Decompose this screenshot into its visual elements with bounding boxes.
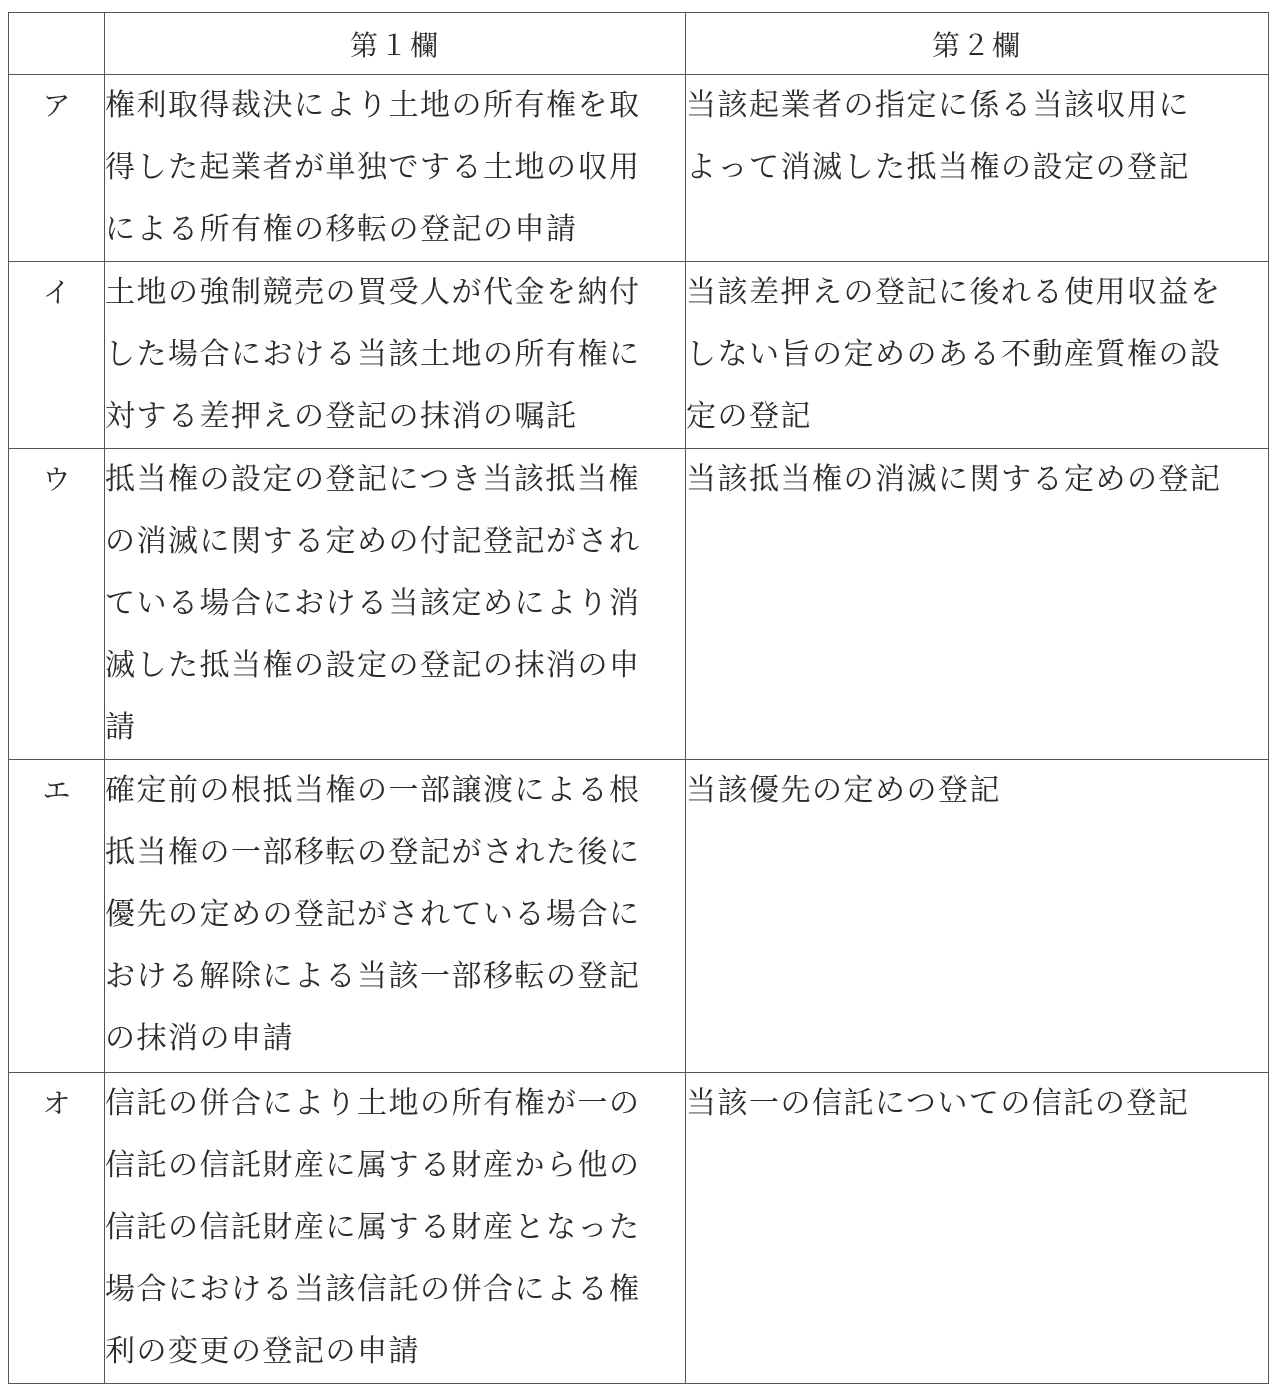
text-line: 抵当権の一部移転の登記がされた後に	[105, 835, 641, 870]
text-line: 当該差押えの登記に後れる使用収益を	[686, 275, 1222, 310]
text-line: 請	[105, 710, 137, 745]
text-line: 抵当権の設定の登記につき当該抵当権	[105, 462, 640, 497]
text-line: 確定前の根抵当権の一部譲渡による根	[105, 773, 641, 808]
text-line: しない旨の定めのある不動産質権の設	[686, 337, 1222, 372]
table-row	[9, 262, 1269, 449]
text-line: した場合における当該土地の所有権に	[105, 337, 641, 372]
text-line: ている場合における当該定めにより消	[105, 586, 641, 621]
column-1-cell	[105, 1073, 686, 1384]
text-line: 当該一の信託についての信託の登記	[686, 1086, 1190, 1121]
header-label-cell	[9, 13, 105, 75]
text-line: による所有権の移転の登記の申請	[105, 212, 578, 247]
row-label: ア	[9, 75, 105, 262]
column-2-cell	[686, 760, 1269, 1073]
text-line: 当該起業者の指定に係る当該収用に	[686, 88, 1190, 123]
row-label: イ	[9, 262, 105, 449]
column-2-cell	[686, 75, 1269, 262]
text-line: 信託の信託財産に属する財産から他の	[105, 1148, 641, 1183]
text-line: の消滅に関する定めの付記登記がされ	[105, 524, 641, 559]
table-row	[9, 449, 1269, 760]
row-label: オ	[9, 1073, 105, 1384]
text-line: 滅した抵当権の設定の登記の抹消の申	[105, 648, 641, 683]
text-line: 得した起業者が単独でする土地の収用	[105, 150, 641, 185]
column-2-cell	[686, 1073, 1269, 1384]
row-label: エ	[9, 760, 105, 1073]
text-line: 当該優先の定めの登記	[686, 773, 1001, 808]
header-column-2: 第２欄	[686, 13, 1269, 75]
text-line: 信託の信託財産に属する財産となった	[105, 1210, 641, 1245]
exam-table	[8, 12, 1269, 1384]
text-line: 土地の強制競売の買受人が代金を納付	[105, 275, 641, 310]
text-line: よって消滅した抵当権の設定の登記	[686, 150, 1190, 185]
text-line: 対する差押えの登記の抹消の嘱託	[105, 399, 578, 434]
table-row	[9, 75, 1269, 262]
text-line: 信託の併合により土地の所有権が一の	[105, 1086, 641, 1121]
header-column-1: 第１欄	[105, 13, 686, 75]
text-line: 利の変更の登記の申請	[105, 1334, 420, 1369]
row-label: ウ	[9, 449, 105, 760]
text-line: 定の登記	[686, 399, 812, 434]
column-1-cell	[105, 75, 686, 262]
text-line: 優先の定めの登記がされている場合に	[105, 897, 641, 932]
text-line: おける解除による当該一部移転の登記	[105, 959, 641, 994]
column-1-cell	[105, 760, 686, 1073]
text-line: 場合における当該信託の併合による権	[105, 1272, 641, 1307]
table-row	[9, 760, 1269, 1073]
table-row	[9, 1073, 1269, 1384]
text-line: 権利取得裁決により土地の所有権を取	[105, 88, 641, 123]
column-1-cell	[105, 262, 686, 449]
table-header-row	[9, 13, 1269, 75]
column-2-cell	[686, 262, 1269, 449]
column-2-cell	[686, 449, 1269, 760]
text-line: 当該抵当権の消滅に関する定めの登記	[686, 462, 1222, 497]
text-line: の抹消の申請	[105, 1021, 294, 1056]
column-1-cell	[105, 449, 686, 760]
